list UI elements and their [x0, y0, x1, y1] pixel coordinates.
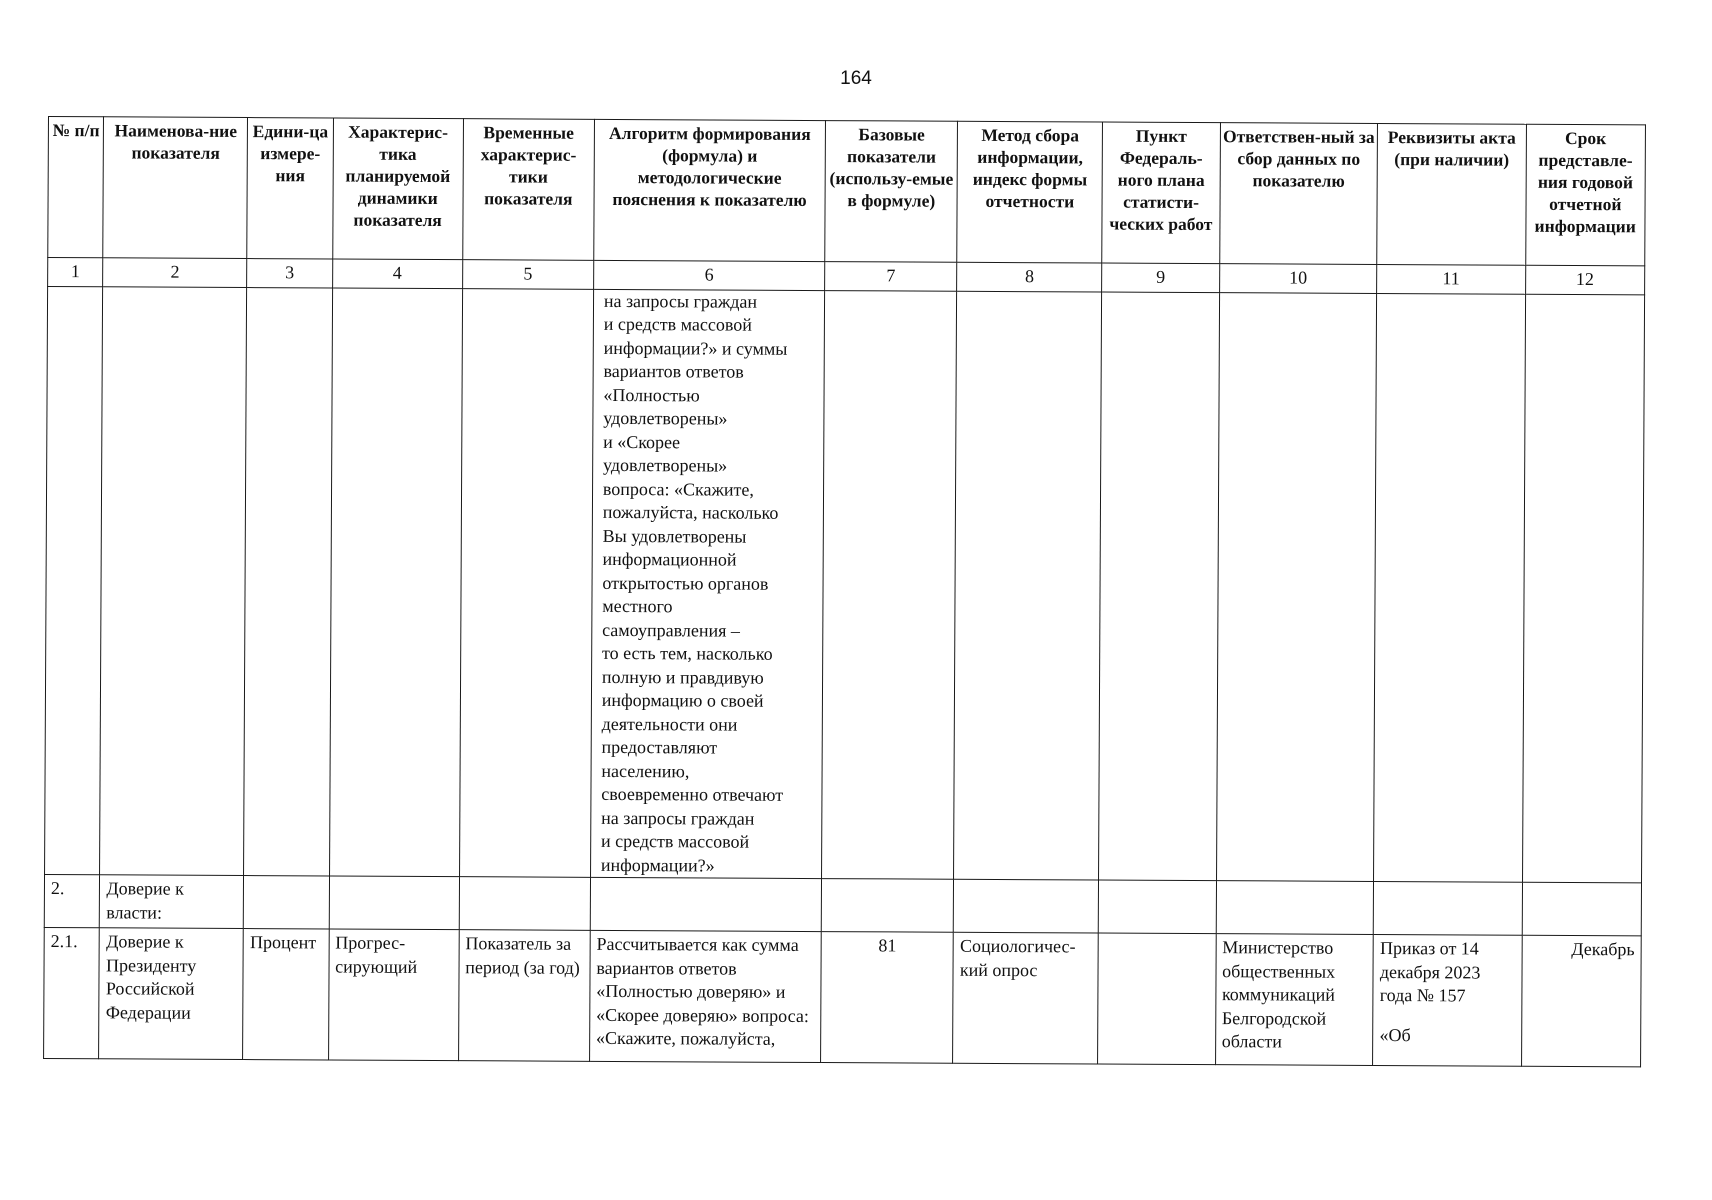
algorithm-line: информации?» [600, 854, 715, 876]
algorithm-line: открытостью органов [602, 572, 769, 594]
column-number: 4 [332, 259, 462, 288]
base-value: 81 [821, 932, 954, 1064]
column-number: 1 [48, 258, 104, 287]
row-number: 2.1. [44, 927, 100, 1058]
indicators-table [43, 116, 1646, 1067]
table-header-row [48, 117, 1646, 266]
header-collection-method: Метод сбора информации, индекс формы отчетности [957, 121, 1103, 263]
collection-method: Социологичес-кий опрос [953, 932, 1099, 1064]
column-number: 8 [957, 262, 1102, 291]
empty-cell [1216, 881, 1374, 935]
empty-cell [1522, 294, 1645, 883]
algorithm-line: предоставляют [601, 736, 718, 758]
column-number: 5 [462, 260, 593, 289]
empty-cell [45, 286, 104, 875]
algorithm: Рассчитывается как сумма вариантов ответов «Полностью доверяю» и «Скорее доверяю» вопроса: «Скажите, пожалуйста, [589, 930, 821, 1062]
table-row-2-1 [44, 927, 1642, 1066]
act-details-continuation: «Об [1379, 1024, 1411, 1045]
section-name: Доверие к власти: [100, 875, 244, 929]
header-number: № п/п [48, 117, 104, 258]
empty-cell [1374, 881, 1522, 935]
algorithm-line: информации?» и суммы [603, 337, 788, 359]
column-number: 2 [103, 258, 247, 287]
empty-cell [1522, 882, 1642, 936]
algorithm-line: полную и правдивую [601, 666, 764, 688]
algorithm-line: то есть тем, насколько [601, 642, 773, 664]
empty-cell [459, 288, 593, 877]
empty-cell [329, 876, 459, 930]
column-number: 3 [247, 259, 332, 288]
column-number: 10 [1219, 264, 1377, 293]
column-number: 6 [593, 260, 824, 290]
algorithm-line: своевременно отвечают [601, 783, 784, 805]
header-time-characteristics: Временные характерис-тики показателя [462, 119, 594, 261]
empty-cell [954, 879, 1099, 933]
algorithm-line: удовлетворены» [603, 407, 728, 429]
empty-cell [1099, 880, 1217, 934]
header-base-indicators: Базовые показатели (использу-емые в формуле) [825, 121, 958, 263]
header-algorithm: Алгоритм формирования (формула) и методологические пояснения к показателю [594, 119, 826, 261]
empty-cell [1216, 292, 1377, 881]
header-unit: Едини-ца измере-ния [247, 118, 333, 259]
algorithm-line: и «Скорее [603, 431, 681, 452]
algorithm-line: и средств массовой [603, 313, 752, 335]
algorithm-line: на запросы граждан [603, 290, 758, 312]
algorithm-line: вариантов ответов [603, 360, 744, 382]
dynamics: Прогрес-сирующий [328, 929, 459, 1061]
time-characteristics: Показатель за период (за год) [458, 930, 590, 1062]
table-row-continuation [45, 286, 1645, 883]
empty-cell [822, 290, 957, 879]
page-number: 164 [840, 68, 872, 89]
algorithm-line: самоуправления – [602, 619, 740, 641]
header-act-details: Реквизиты акта (при наличии) [1377, 123, 1526, 265]
empty-cell [329, 287, 462, 876]
algorithm-line: и средств массовой [600, 830, 750, 852]
algorithm-line: пожалуйста, насколько [602, 501, 779, 523]
algorithm-line: населению, [601, 760, 690, 781]
algorithm-line: удовлетворены» [602, 454, 728, 476]
algorithm-line: «Полностью [603, 384, 700, 405]
header-dynamics: Характерис-тика планируемой динамики показателя [332, 118, 463, 260]
empty-cell [954, 291, 1102, 880]
algorithm-line: информационной [602, 548, 737, 570]
algorithm-line: информацию о своей [601, 689, 764, 711]
act-details-main: Приказ от 14 декабря 2023 года № 157 [1379, 937, 1481, 1006]
indicator-name: Доверие к Президенту Российской Федерации [99, 928, 244, 1060]
empty-cell [590, 877, 822, 931]
column-number: 7 [825, 262, 957, 291]
column-number: 11 [1377, 264, 1525, 293]
header-responsible: Ответствен-ный за сбор данных по показателю [1219, 123, 1378, 265]
header-indicator-name: Наименова-ние показателя [103, 117, 248, 259]
algorithm-line: деятельности они [601, 713, 738, 735]
algorithm-line: Вы удовлетворены [602, 525, 747, 547]
empty-cell [1099, 292, 1219, 881]
unit: Процент [243, 929, 329, 1060]
empty-cell [821, 879, 953, 933]
header-federal-plan-item: Пункт Федераль-ного плана статисти-ческих работ [1102, 122, 1220, 264]
section-number: 2. [44, 874, 100, 927]
empty-cell [244, 876, 330, 929]
federal-plan-item [1098, 933, 1216, 1065]
column-number: 9 [1102, 263, 1219, 292]
empty-cell [1374, 293, 1525, 882]
spacer [1380, 1007, 1515, 1024]
algorithm-continuation-cell [590, 289, 824, 879]
column-number: 12 [1525, 265, 1645, 294]
algorithm-line: местного [602, 595, 673, 617]
algorithm-line: вопроса: «Скажите, [602, 478, 754, 500]
deadline: Декабрь [1521, 935, 1641, 1067]
act-details [1373, 934, 1522, 1066]
empty-cell [244, 287, 332, 876]
section-row-trust [44, 874, 1641, 935]
algorithm-line: на запросы граждан [601, 807, 755, 829]
empty-cell [459, 877, 590, 931]
header-deadline: Срок представле-ния годовой отчетной информации [1525, 124, 1645, 266]
empty-cell [100, 286, 247, 875]
responsible: Министерство общественных коммуникаций Белгородской области [1215, 934, 1373, 1066]
